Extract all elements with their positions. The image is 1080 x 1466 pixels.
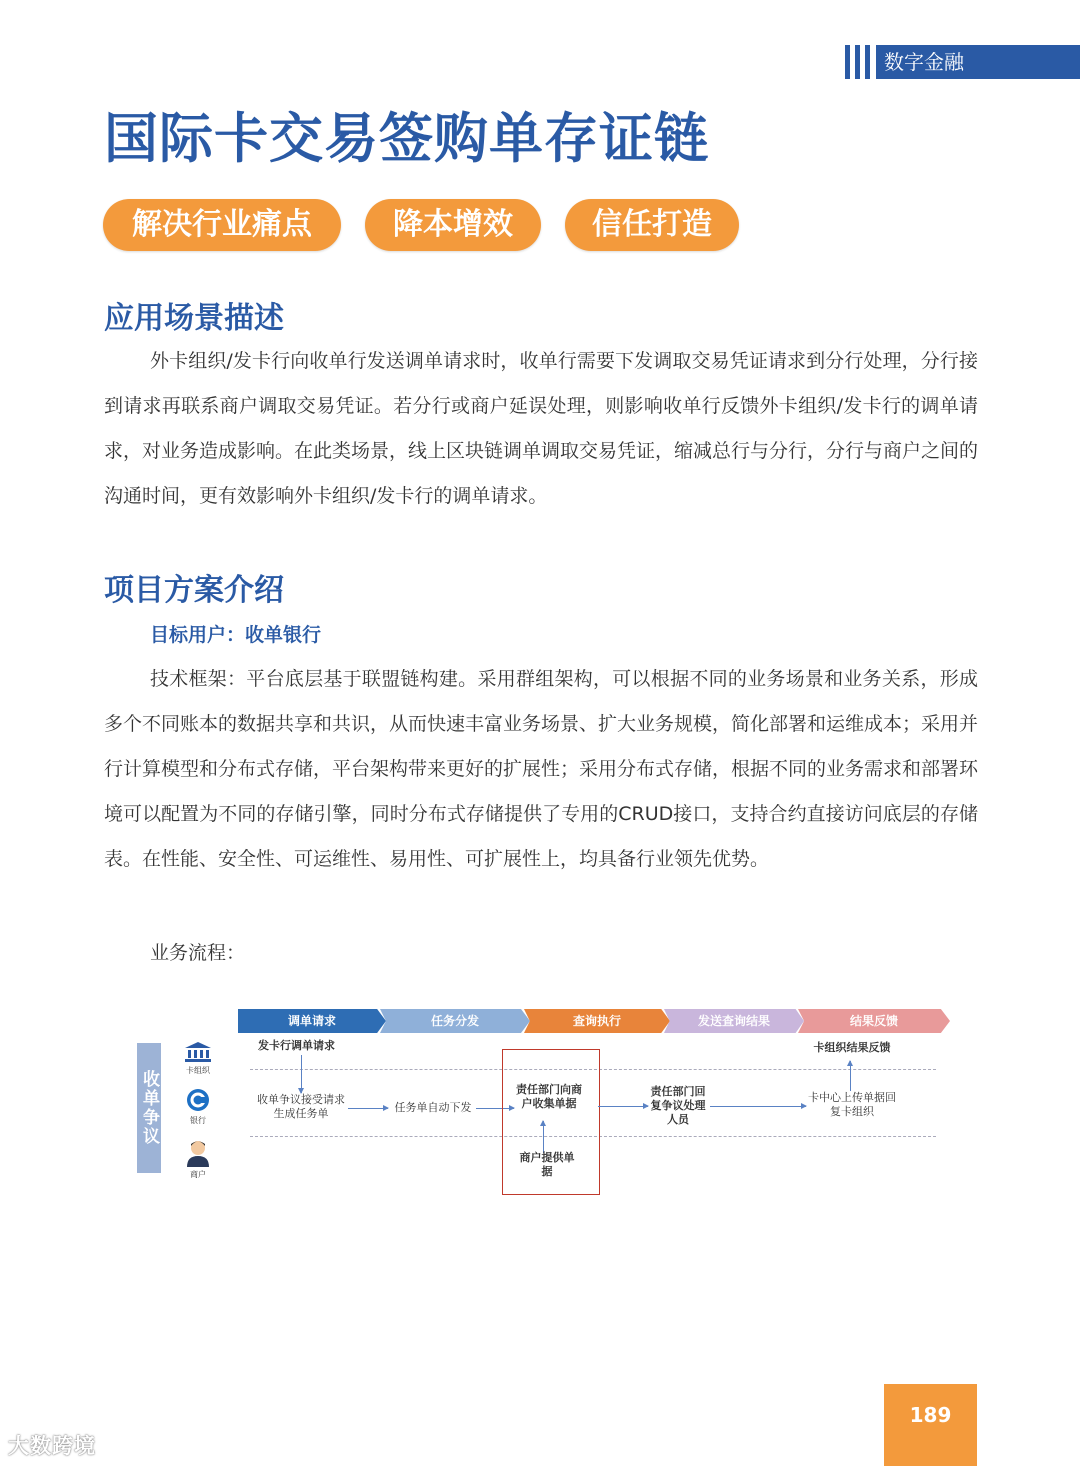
node-org-feedback: 卡组织结果反馈	[813, 1041, 891, 1054]
node-dept-collect: 责任部门向商户收集单据	[516, 1083, 582, 1110]
actor-bank	[180, 1087, 216, 1126]
actor-label-card-org: 卡组织	[186, 1066, 210, 1075]
node-issuer-request: 发卡行调单请求	[258, 1039, 335, 1052]
bank-logo-icon	[186, 1087, 210, 1113]
section-label: 数字金融	[876, 45, 1080, 79]
stage-feedback: 结果反馈	[798, 1009, 950, 1033]
person-icon	[185, 1139, 211, 1167]
arrow-merchant-up	[543, 1121, 544, 1153]
tag-cost-efficiency: 降本增效	[365, 199, 541, 251]
stage-dispatch: 任务分发	[380, 1009, 530, 1033]
node-dept-reply: 责任部门回复争议处理人员	[650, 1085, 706, 1126]
actor-card-org	[180, 1041, 216, 1076]
tag-trust: 信任打造	[565, 199, 739, 251]
arrow-request-down	[301, 1055, 302, 1093]
node-auto-dispatch: 任务单自动下发	[394, 1101, 472, 1114]
solution-body: 技术框架：平台底层基于联盟链构建。采用群组架构，可以根据不同的业务场景和业务关系，形成多个不同账本的数据共享和共识，从而快速丰富业务场景、扩大业务规模，简化部署和运维成本；采用并行计算模型和分布式存储，平台架构带来更好的扩展性；采用分布式存储，根据不同的业务需求和部署环境可以配置为不同的存储引擎，同时分布式存储提供了专用的CRUD接口，支持合约直接访问底层的存储表。在性能、安全性、可运维性、易用性、可扩展性上，均具备行业领先优势。	[104, 668, 979, 870]
diagram-side-label: 收单争议	[137, 1043, 161, 1173]
node-merchant-provide: 商户提供单据	[519, 1151, 575, 1178]
section-tab	[845, 45, 1080, 79]
tag-list	[103, 199, 739, 251]
actor-merchant	[180, 1139, 216, 1180]
node-center-upload: 卡中心上传单据回复卡组织	[808, 1091, 896, 1118]
tag-pain-point: 解决行业痛点	[103, 199, 341, 251]
stage-request: 调单请求	[238, 1009, 386, 1033]
node-dispute-task: 收单争议接受请求生成任务单	[257, 1093, 345, 1120]
arrow-to-reply	[598, 1106, 648, 1107]
page-title: 国际卡交易签购单存证链	[104, 106, 709, 170]
bank-building-icon	[184, 1041, 212, 1063]
actor-label-merchant: 商户	[190, 1170, 206, 1179]
scenario-heading: 应用场景描述	[104, 301, 284, 336]
arrow-to-dispatch	[348, 1108, 388, 1109]
scenario-body: 外卡组织/发卡行向收单行发送调单请求时，收单行需要下发调取交易凭证请求到分行处理，分行接到请求再联系商户调取交易凭证。若分行或商户延误处理，则影响收单行反馈外卡组织/发卡行的调单请求，对业务造成影响。在此类场景，线上区块链调单调取交易凭证，缩减总行与分行，分行与商户之间的沟通时间，更有效影响外卡组织/发卡行的调单请求。	[104, 350, 979, 507]
actor-label-bank: 银行	[190, 1116, 206, 1125]
process-diagram	[134, 1005, 964, 1205]
stage-send-result: 发送查询结果	[664, 1009, 804, 1033]
solution-heading: 项目方案介绍	[104, 573, 284, 608]
page-number: 189	[884, 1384, 977, 1466]
watermark: 大数跨境	[8, 1434, 96, 1458]
stage-execute: 查询执行	[524, 1009, 670, 1033]
flow-label: 业务流程：	[150, 942, 246, 964]
stage-bar	[238, 1009, 950, 1033]
section-tab-stripes	[845, 45, 876, 79]
target-user: 目标用户：收单银行	[150, 624, 322, 646]
arrow-to-upload	[710, 1106, 806, 1107]
arrow-to-feedback	[850, 1061, 851, 1091]
